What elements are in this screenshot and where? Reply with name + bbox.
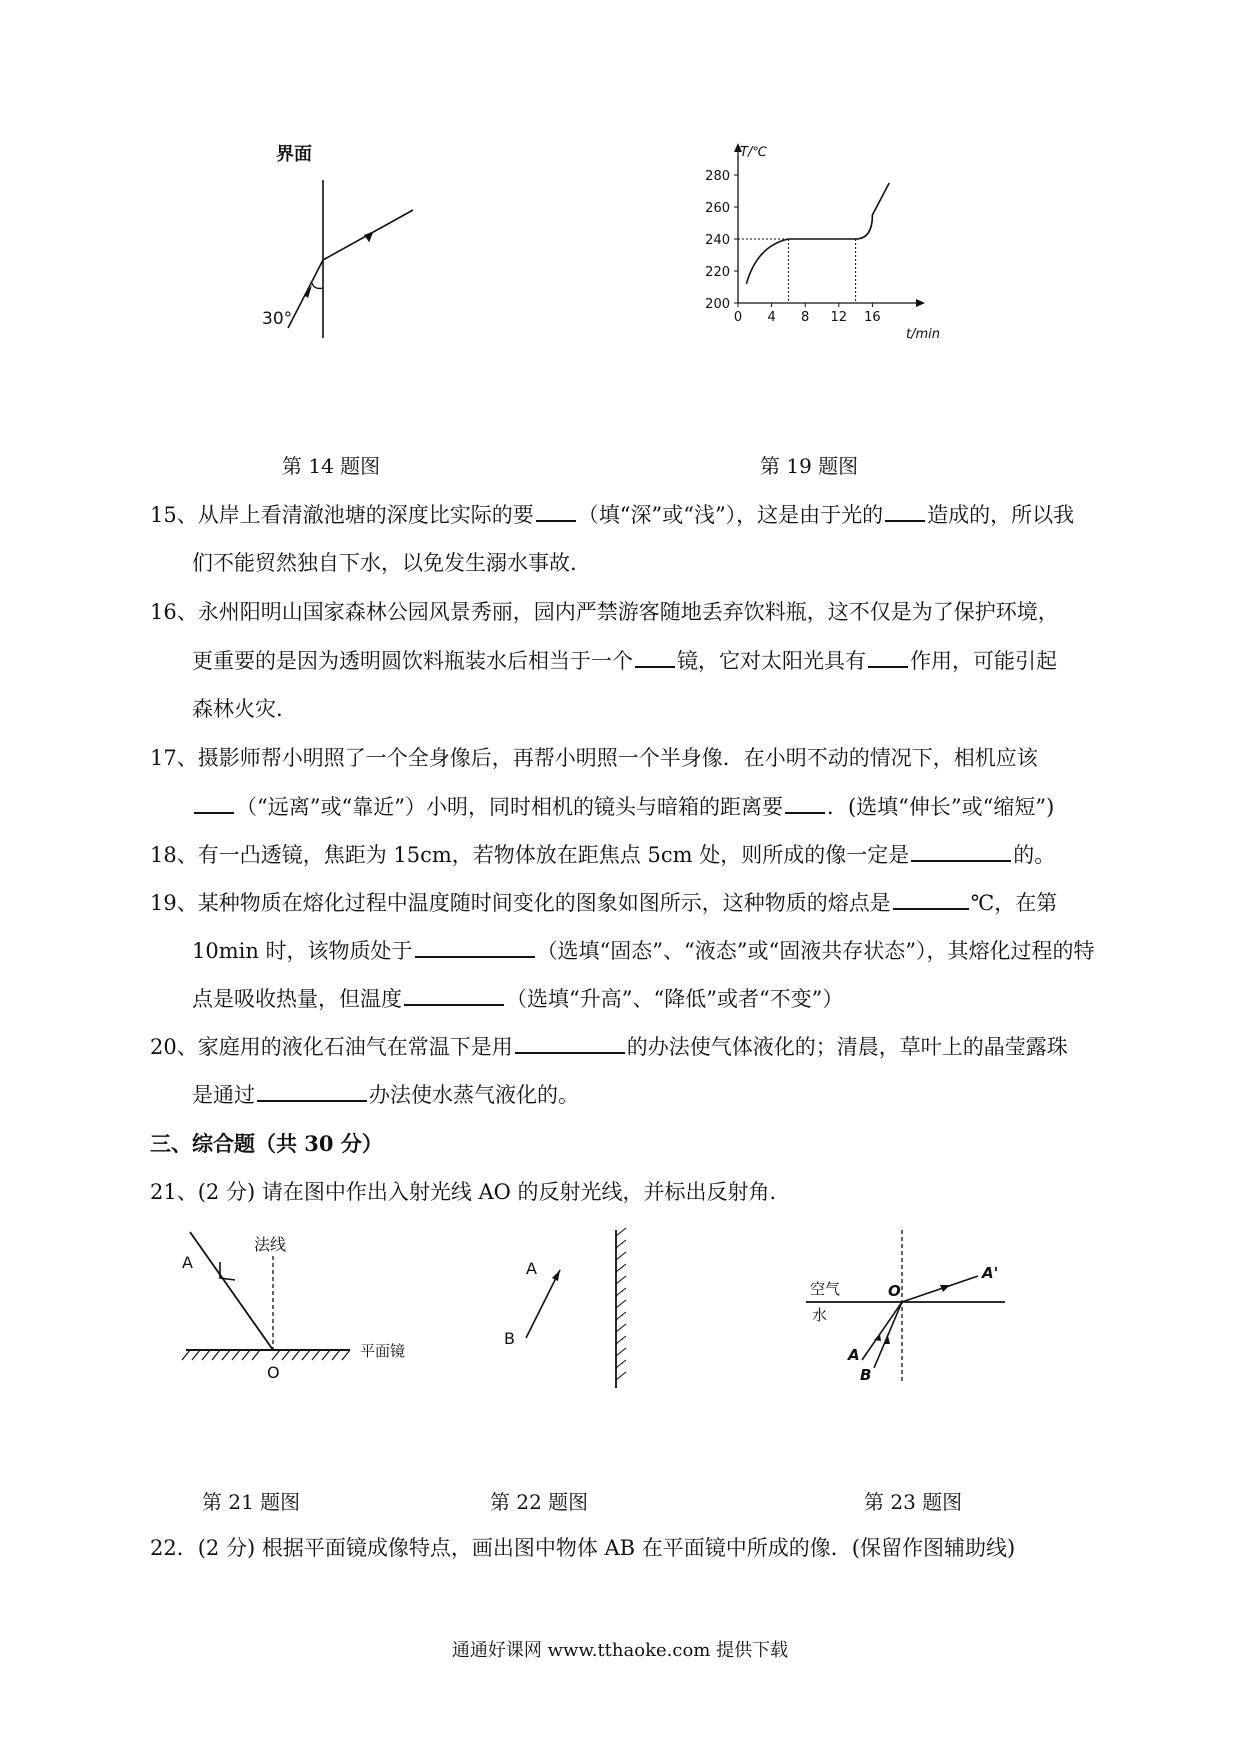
fig14-caption: 第 14 题图 [282, 454, 381, 478]
q19-blank-3[interactable] [404, 984, 504, 1006]
q20-blank-1[interactable] [515, 1032, 625, 1054]
footer: 通通好课网 www.tthaoke.com 提供下载 [451, 1640, 789, 1661]
question-17: 17、摄影师帮小明照了一个全身像后，再帮小明照一个半身像．在小明不动的情况下，相机应该 [150, 746, 1038, 770]
chart-x-axis-label: t/min [906, 327, 940, 342]
q15-line-2: 们不能贸然独自下水，以免发生溺水事故. [192, 551, 577, 575]
chart-y-tick-label: 260 [705, 201, 730, 216]
fig21-caption: 第 21 题图 [202, 1490, 301, 1514]
q18-number: 18、 [150, 843, 198, 867]
fig23-caption: 第 23 题图 [864, 1490, 963, 1514]
question-19: 19、某种物质在熔化过程中温度随时间变化的图象如图所示，这种物质的熔点是 ℃，在第 [150, 888, 1057, 917]
figure-22 [490, 1228, 640, 1388]
fig23-water-label: 水 [812, 1306, 828, 1324]
section-3-title: 三、综合题（共 30 分） [150, 1131, 383, 1156]
fig23-air-label: 空气 [810, 1280, 841, 1298]
q19-blank-2[interactable] [415, 936, 535, 958]
chart-y-axis-label: T/℃ [740, 145, 767, 160]
fig19-caption: 第 19 题图 [760, 454, 859, 478]
fig22-caption: 第 22 题图 [490, 1490, 589, 1514]
fig21-O-label: O [267, 1363, 280, 1382]
q16-blank-1[interactable] [635, 646, 675, 668]
chart-x-tick-label: 4 [767, 310, 776, 325]
q19-blank-1[interactable] [893, 888, 969, 910]
fig21-normal-label: 法线 [254, 1235, 287, 1254]
q16-blank-2[interactable] [868, 646, 908, 668]
chart-x-tick-label: 16 [864, 310, 881, 325]
fig21-A-label: A [182, 1253, 193, 1272]
q16-line-2: 更重要的是因为透明圆饮料瓶装水后相当于一个 镜，它对太阳光具有 作用，可能引起 [192, 646, 1057, 675]
fig23-B-label: B [860, 1366, 872, 1384]
q19-line-3: 点是吸收热量，但温度 （选填“升高”、“降低”或者“不变”） [192, 984, 843, 1013]
fig22-B-label: B [504, 1329, 515, 1348]
figure-23 [800, 1228, 1010, 1388]
chart-y-tick-label: 240 [705, 233, 730, 248]
fig22-A-label: A [526, 1259, 537, 1278]
q16-line-3: 森林火灾. [192, 697, 283, 721]
question-15: 15、从岸上看清澈池塘的深度比实际的要 （填“深”或“浅”），这是由于光的 造成的，所以我 [150, 500, 1074, 529]
question-22: 22．(2 分) 根据平面镜成像特点，画出图中物体 AB 在平面镜中所成的像．(保留作图辅助线) [150, 1536, 1016, 1560]
figure-14 [262, 140, 430, 340]
fig14-interface-label: 界面 [276, 144, 312, 165]
chart-x-tick-label: 8 [801, 310, 810, 325]
question-16: 16、永州阳明山国家森林公园风景秀丽，园内严禁游客随地丢弃饮料瓶，这不仅是为了保护环境， [150, 600, 1059, 624]
question-18: 18、有一凸透镜，焦距为 15cm，若物体放在距焦点 5cm 处，则所成的像一定是 的。 [150, 840, 1055, 869]
q20-line-2: 是通过 办法使水蒸气液化的。 [192, 1080, 579, 1109]
q17-line-2: （“远离”或“靠近”）小明，同时相机的镜头与暗箱的距离要 ．(选填“伸长”或“缩短”) [192, 792, 1054, 821]
chart-x-tick-label: 12 [830, 310, 848, 325]
q20-blank-2[interactable] [257, 1080, 367, 1102]
chart-y-tick-label: 200 [705, 297, 730, 312]
q15-blank-1[interactable] [536, 500, 576, 522]
figure-19-chart [690, 140, 950, 340]
q20-number: 20、 [150, 1035, 198, 1059]
fig23-Aprime-label: A' [982, 1264, 999, 1282]
q15-number: 15、 [150, 503, 198, 527]
q19-line-2: 10min 时，该物质处于 （选填“固态”、“液态”或“固液共存状态”），其熔化过程的特 [192, 936, 1094, 965]
q16-number: 16、 [150, 600, 198, 624]
fig23-A-label: A [848, 1346, 860, 1364]
chart-y-tick-label: 280 [705, 169, 730, 184]
q17-blank-2[interactable] [785, 792, 825, 814]
q15-blank-2[interactable] [885, 500, 925, 522]
question-20: 20、家庭用的液化石油气在常温下是用 的办法使气体液化的；清晨，草叶上的晶莹露珠 [150, 1032, 1068, 1061]
fig14-angle-label: 30° [262, 309, 293, 329]
fig21-mirror-label: 平面镜 [360, 1342, 406, 1360]
q18-blank-1[interactable] [911, 840, 1011, 862]
q17-blank-1[interactable] [194, 792, 234, 814]
chart-x-axis-arrow [916, 299, 925, 307]
question-21: 21、(2 分) 请在图中作出入射光线 AO 的反射光线，并标出反射角. [150, 1180, 777, 1204]
q19-number: 19、 [150, 891, 198, 915]
fig23-O-label: O [888, 1282, 901, 1300]
chart-series-line [746, 183, 889, 284]
q17-number: 17、 [150, 746, 198, 770]
chart-y-tick-label: 220 [705, 265, 730, 280]
chart-x-tick-label: 0 [733, 310, 743, 325]
figure-21 [180, 1228, 430, 1383]
